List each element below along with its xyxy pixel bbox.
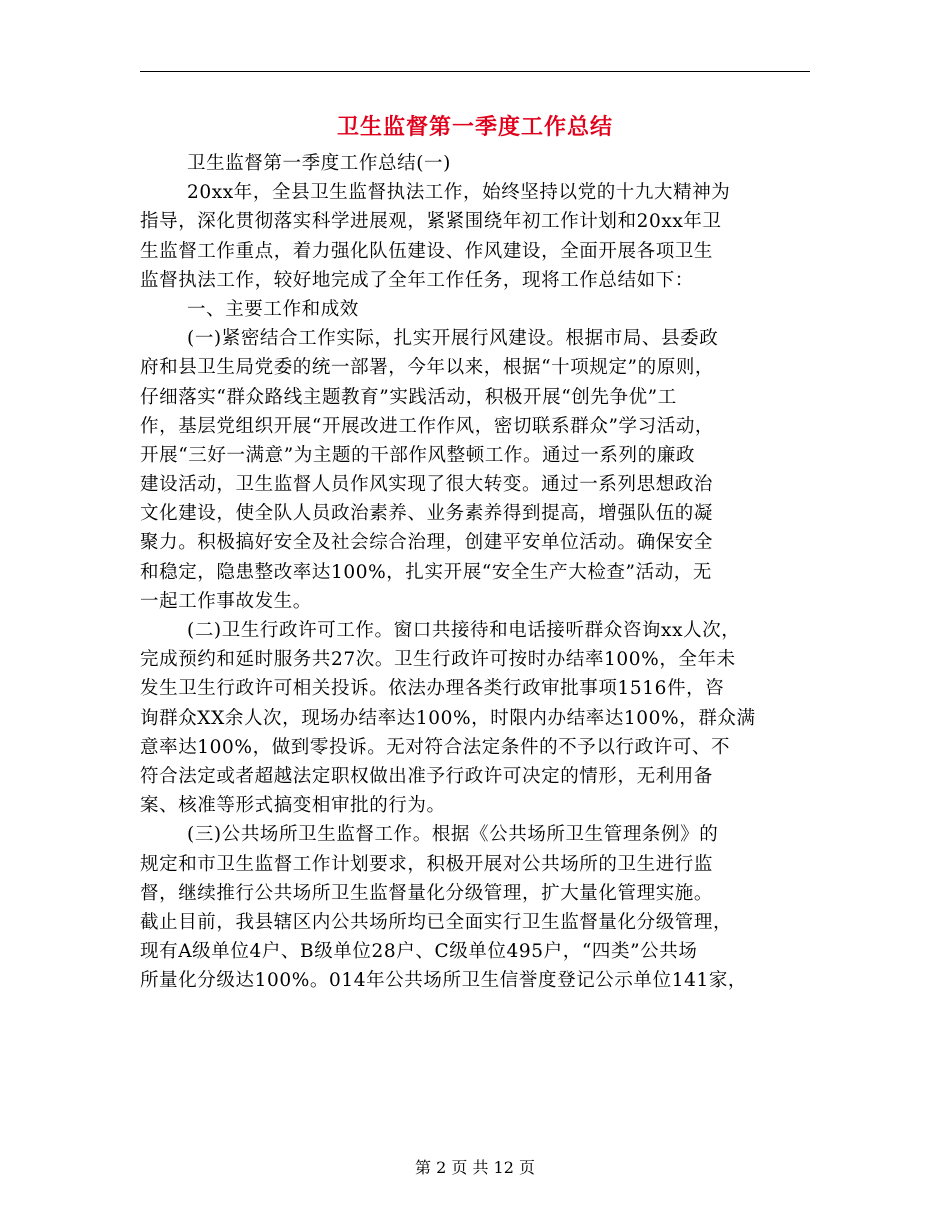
text-line: 20xx年，全县卫生监督执法工作，始终坚持以党的十九大精神为 — [187, 182, 731, 204]
text-line: 现有A级单位4户、B级单位28户、C级单位495户，“四类”公共场 — [140, 941, 698, 963]
header-rule — [140, 71, 810, 72]
text-line: 建设活动，卫生监督人员作风实现了很大转变。通过一系列思想政治 — [140, 474, 714, 496]
text-line: 作，基层党组织开展“开展改进工作作风，密切联系群众”学习活动， — [140, 415, 715, 437]
text-line: 和稳定，隐患整改率达100%，扎实开展“安全生产大检查”活动，无 — [140, 561, 713, 583]
text-line: 一、主要工作和成效 — [187, 298, 359, 320]
text-line: 仔细落实“群众路线主题教育”实践活动，积极开展“创先争优”工 — [140, 386, 677, 408]
page-footer: 第 2 页 共 12 页 — [415, 1158, 535, 1177]
text-line: 文化建设，使全队人员政治素养、业务素养得到提高，增强队伍的凝 — [140, 503, 714, 525]
text-line: (二)卫生行政许可工作。窗口共接待和电话接听群众咨询xx人次， — [187, 620, 741, 641]
text-line: 发生卫生行政许可相关投诉。依法办理各类行政审批事项1516件，咨 — [140, 678, 725, 700]
text-line: 监督执法工作，较好地完成了全年工作任务，现将工作总结如下： — [140, 269, 694, 291]
text-line: 指导，深化贯彻落实科学进展观，紧紧围绕年初工作计划和20xx年卫 — [140, 211, 722, 233]
document-title: 卫生监督第一季度工作总结 — [336, 115, 613, 140]
document-body — [140, 149, 816, 995]
text-line: 意率达100%，做到零投诉。无对符合法定条件的不予以行政许可、不 — [140, 736, 731, 758]
text-line: 规定和市卫生监督工作计划要求，积极开展对公共场所的卫生进行监 — [140, 853, 714, 875]
text-line: 案、核准等形式搞变相审批的行为。 — [140, 795, 446, 817]
text-line: 截止目前，我县辖区内公共场所均已全面实行卫生监督量化分级管理， — [140, 911, 733, 933]
text-line: (一)紧密结合工作实际，扎实开展行风建设。根据市局、县委政 — [187, 328, 719, 350]
text-line: 所量化分级达100%。014年公共场所卫生信誉度登记公示单位141家， — [140, 970, 748, 992]
text-line: 完成预约和延时服务共27次。卫生行政许可按时办结率100%，全年未 — [140, 649, 736, 671]
text-line: 询群众XX余人次，现场办结率达100%，时限内办结率达100%，群众满 — [140, 707, 756, 729]
text-line: 符合法定或者超越法定职权做出准予行政许可决定的情形，无利用备 — [140, 765, 714, 787]
text-line: 聚力。积极搞好安全及社会综合治理，创建平安单位活动。确保安全 — [140, 532, 714, 554]
text-line: 一起工作事故发生。 — [140, 590, 312, 612]
text-line: 开展“三好一满意”为主题的干部作风整顿工作。通过一系列的廉政 — [140, 444, 695, 466]
text-line: 府和县卫生局党委的统一部署，今年以来，根据“十项规定”的原则， — [140, 357, 715, 379]
text-line: 卫生监督第一季度工作总结(一) — [187, 153, 451, 174]
text-line: 督，继续推行公共场所卫生监督量化分级管理，扩大量化管理实施。 — [140, 882, 714, 904]
text-line: (三)公共场所卫生监督工作。根据《公共场所卫生管理条例》的 — [187, 824, 719, 846]
text-line: 生监督工作重点，着力强化队伍建设、作风建设，全面开展各项卫生 — [140, 240, 714, 262]
